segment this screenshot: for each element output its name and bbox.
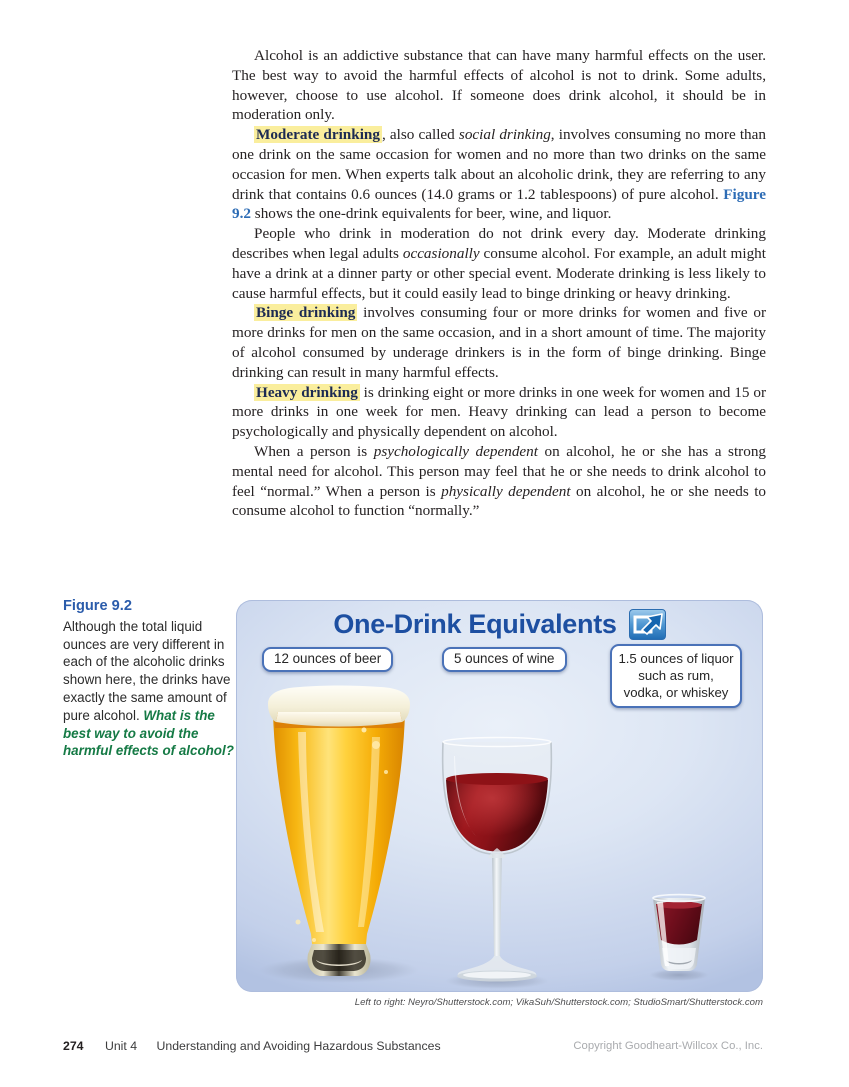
beer-glass-image [254,682,424,986]
figure-title-row [236,609,763,640]
page-number: 274 [63,1039,84,1053]
paragraph: People who drink in moderation do not drink every day. Moderate drinking describes when legal adults occasionally consume alcohol. For example, an adult might have a drink at a dinner party or other special event. Moderate drinking is less likely to cause harmful effects, but it could easily lead to binge drinking or heavy drinking. [232,225,766,302]
paragraph: Binge drinking involves consuming four or more drinks for women and five or more drinks for men on the same occasion, and in a short amount of time. The majority of alcohol consumed by underage drinkers is in the form of binge drinking. Binge drinking can result in many harmful effects. [232,304,766,381]
shot-glass-image [644,892,714,982]
beer-label-pill: 12 ounces of beer [262,647,393,672]
wine-label-pill: 5 ounces of wine [442,647,567,672]
figure-caption-text: Although the total liquid ounces are very different in each of the alcoholic drinks shown here, the drinks have exactly the same amount of pure alcohol. [63,618,231,723]
wine-glass-image [434,736,560,990]
paragraph: Moderate drinking , also called social drinking, involves consuming no more than one drink on the same occasion for women and no more than two drinks on the same occasion for men. When experts talk about an alcoholic drink, they are referring to any drink that contains 0.6 ounces (14.0 grams or 1.2 tablespoons) of pure alcohol. Figure 9.2 shows the one-drink equivalents for beer, wine, and liquor. [232,126,766,223]
body-text [232,46,766,521]
figure-title: One-Drink Equivalents [333,609,617,639]
paragraph: Heavy drinking is drinking eight or more drinks in one week for women and 15 or more drinks in one week for men. Heavy drinking can lead a person to become psychologically and physically dependent on alcohol. [232,383,766,441]
external-link-icon[interactable] [629,609,666,640]
footer-unit-title: Understanding and Avoiding Hazardous Substances [156,1039,441,1053]
figure-caption [63,598,235,760]
footer-copyright: Copyright Goodheart-Willcox Co., Inc. [573,1040,763,1052]
paragraph: When a person is psychologically dependent on alcohol, he or she has a strong mental need for alcohol. This person may feel that he or she needs to drink alcohol to feel “normal.” When a person is physically dependent on alcohol, he or she needs to consume alcohol to function “normally.” [232,442,767,520]
figure-caption-label: Figure 9.2 [63,598,132,614]
page-footer [63,1039,763,1053]
footer-unit-label: Unit 4 [104,1039,138,1053]
figure-caption-question: What is the best way to avoid the harmful effects of alcohol? [63,707,234,759]
figure-panel [236,600,763,992]
paragraph: Alcohol is an addictive substance that can have many harmful effects on the user. The best way to avoid the harmful effects of alcohol is not to drink. Some adults, however, choose to use alcohol. If someone does drink alcohol, it should be in moderation only. [232,47,766,124]
figure-credit: Left to right: Neyro/Shutterstock.com; VikaSuh/Shutterstock.com; StudioSmart/Shutterstock.com [354,997,763,1008]
liquor-label-pill: 1.5 ounces of liquor such as rum, vodka, or whiskey [610,644,742,708]
